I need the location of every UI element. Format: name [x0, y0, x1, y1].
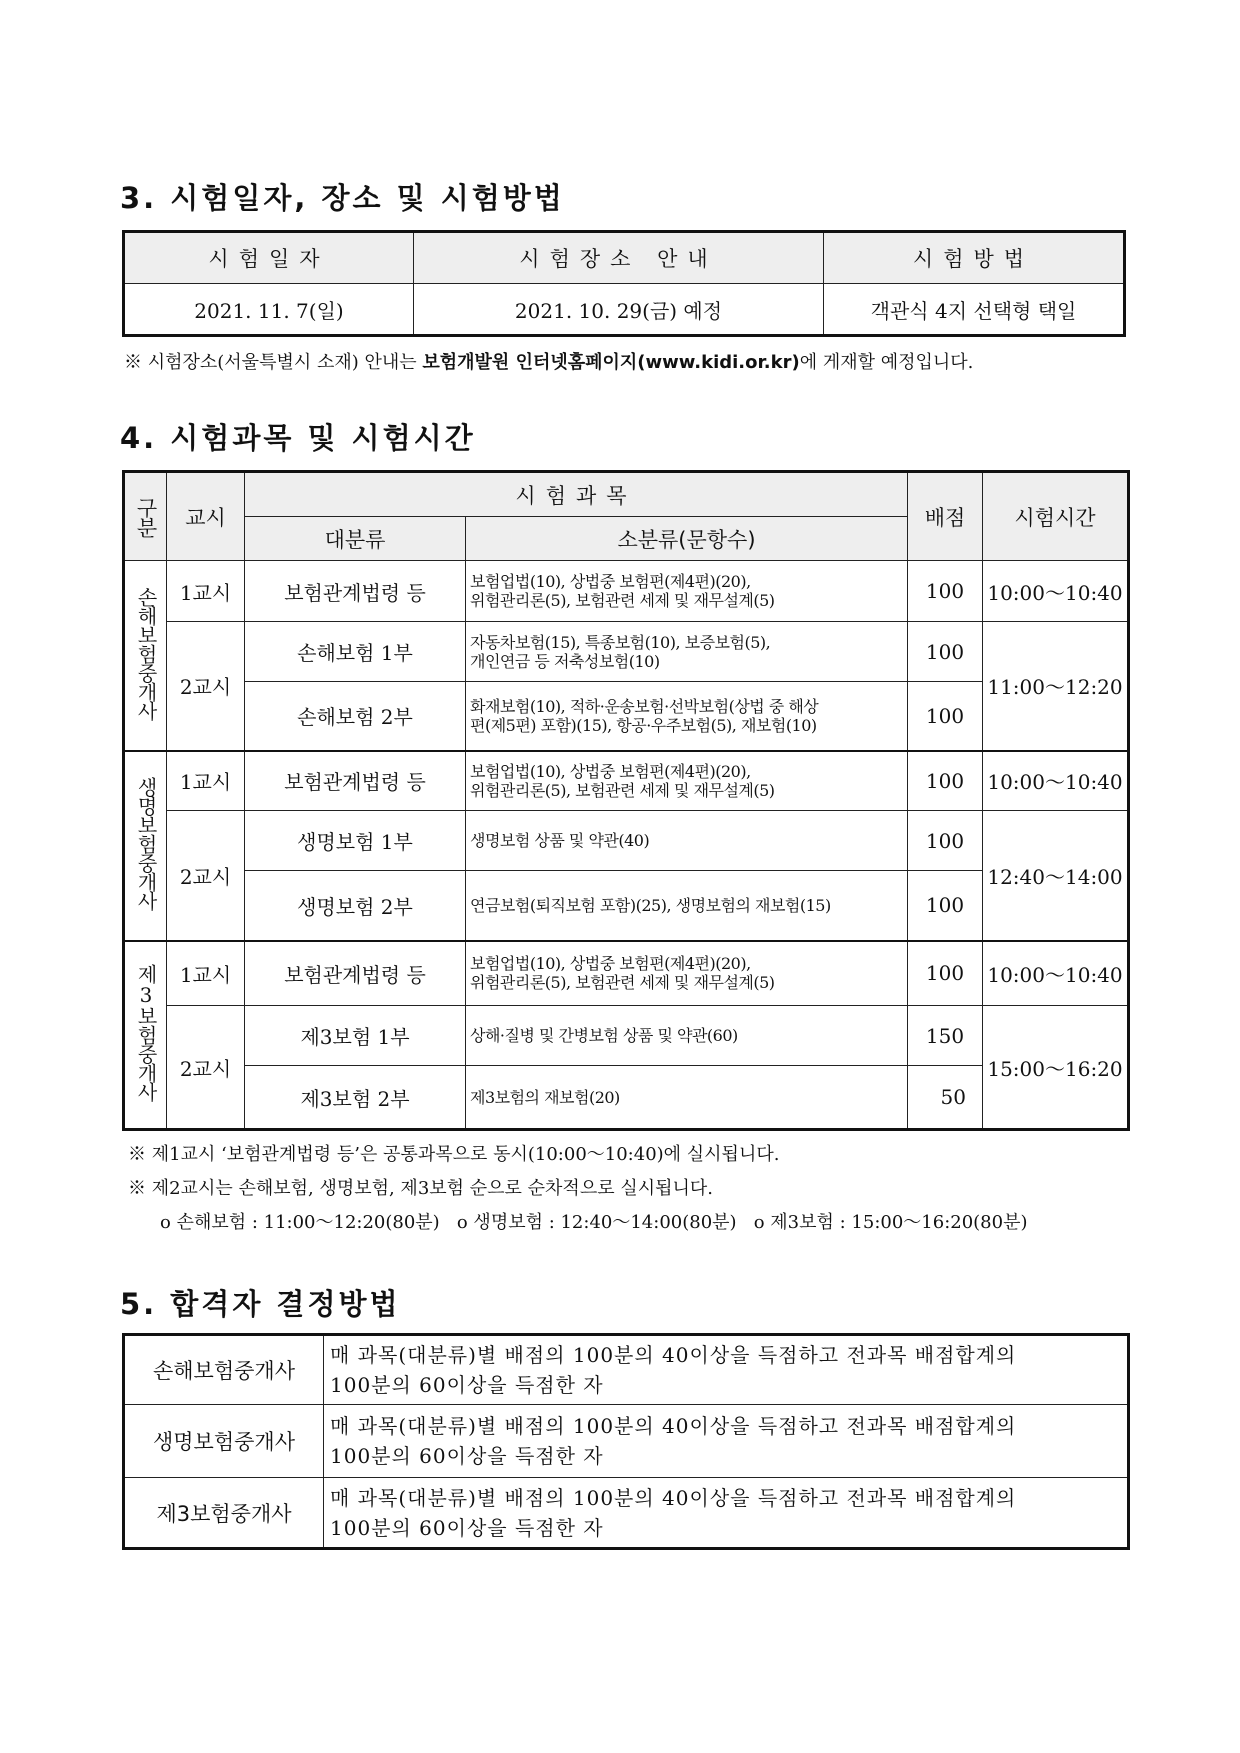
criteria-line: 100분의 60이상을 득점한 자 [330, 1444, 604, 1468]
exam-date-table [122, 230, 1126, 337]
time-cell: 12:40～14:00 [983, 811, 1129, 941]
header-minor: 소분류(문항수) [466, 517, 908, 561]
score-cell: 100 [908, 751, 983, 811]
criteria-label: 생명보험중개사 [124, 1405, 324, 1478]
criteria-line: 100분의 60이상을 득점한 자 [330, 1373, 604, 1397]
minor-subjects [466, 561, 908, 622]
minor-subject-line: 보험업법(10), 상법중 보험편(제4편)(20), [470, 572, 751, 591]
criteria-line: 100분의 60이상을 득점한 자 [330, 1515, 604, 1540]
major-subject: 생명보험 2부 [245, 871, 466, 941]
period-cell: 2교시 [167, 811, 245, 941]
subject-row [124, 561, 1129, 622]
major-subject: 보험관계법령 등 [245, 941, 466, 1006]
score-cell: 100 [908, 622, 983, 682]
category-cell [124, 941, 167, 1130]
note-3: o 손해보험 : 11:00～12:20(80분) o 생명보험 : 12:40～14:00(80분) o 제3보험 : 15:00～16:20(80분) [160, 1212, 1028, 1233]
minor-subjects [466, 1066, 908, 1130]
category-name: 제3보험중개사 [134, 964, 158, 1102]
header-category: 구분 [124, 472, 167, 561]
exam-subjects-table [122, 470, 1130, 1131]
subject-row [124, 1006, 1129, 1066]
minor-subject-line: 자동차보험(15), 특종보험(10), 보증보험(5), [470, 632, 771, 652]
venue-note-suffix: 에 게재할 예정입니다. [799, 352, 974, 373]
website-link-text: 보험개발원 인터넷홈페이지(www.kidi.or.kr) [422, 352, 800, 373]
period-cell: 1교시 [167, 561, 245, 622]
subject-row [124, 811, 1129, 871]
period-cell: 2교시 [167, 1006, 245, 1130]
criteria-text [324, 1405, 1129, 1478]
venue-note [124, 348, 973, 374]
subject-row [124, 682, 1129, 751]
major-subject: 생명보험 1부 [245, 811, 466, 871]
minor-subject-line: 생명보험 상품 및 약관(40) [470, 831, 650, 850]
criteria-line: 매 과목(대분류)별 배점의 100분의 40이상을 득점하고 전과목 배점합계의 [330, 1485, 1017, 1510]
score-cell: 150 [908, 1006, 983, 1066]
exam-date: 2021. 11. 7(일) [124, 284, 414, 336]
category-cell [124, 561, 167, 751]
category-name: 손해보험중개사 [134, 586, 158, 720]
minor-subject-line: 위험관리론(5), 보험관련 세제 및 재무설계(5) [470, 780, 775, 800]
period-cell: 1교시 [167, 941, 245, 1006]
pass-criteria-table [122, 1333, 1130, 1550]
minor-subjects [466, 682, 908, 751]
header-subjects: 시험과목 [245, 472, 908, 517]
minor-subjects [466, 1006, 908, 1066]
major-subject: 보험관계법령 등 [245, 751, 466, 811]
note-2: ※ 제2교시는 손해보험, 생명보험, 제3보험 순으로 순차적으로 실시됩니다. [128, 1178, 713, 1199]
minor-subject-line: 연금보험(퇴직보험 포함)(25), 생명보험의 재보험(15) [470, 895, 831, 915]
time-cell: 11:00～12:20 [983, 622, 1129, 751]
subject-row [124, 941, 1129, 1006]
minor-subjects [466, 941, 908, 1006]
minor-subjects [466, 871, 908, 941]
score-cell: 50 [908, 1066, 983, 1130]
subject-row [124, 1066, 1129, 1130]
minor-subject-line: 위험관리론(5), 보험관련 세제 및 재무설계(5) [470, 591, 775, 610]
score-cell: 100 [908, 941, 983, 1006]
score-cell: 100 [908, 561, 983, 622]
subject-row [124, 751, 1129, 811]
minor-subject-line: 화재보험(10), 적하·운송보험·선박보험(상법 중 해상 [470, 696, 819, 716]
criteria-label: 제3보험중개사 [124, 1478, 324, 1549]
score-cell: 100 [908, 682, 983, 751]
minor-subject-line: 편(제5편) 포함)(15), 항공·우주보험(5), 재보험(10) [470, 715, 817, 735]
header-period: 교시 [167, 472, 245, 561]
score-cell: 100 [908, 811, 983, 871]
minor-subjects [466, 811, 908, 871]
section-3-title: 3. 시험일자, 장소 및 시험방법 [120, 181, 565, 215]
category-cell [124, 751, 167, 941]
subject-row [124, 622, 1129, 682]
time-cell: 10:00～10:40 [983, 941, 1129, 1006]
header-score: 배점 [908, 472, 983, 561]
major-subject: 손해보험 2부 [245, 682, 466, 751]
minor-subject-line: 제3보험의 재보험(20) [470, 1087, 620, 1107]
score-cell: 100 [908, 871, 983, 941]
minor-subject-line: 보험업법(10), 상법중 보험편(제4편)(20), [470, 761, 751, 781]
period-cell: 2교시 [167, 622, 245, 751]
criteria-line: 매 과목(대분류)별 배점의 100분의 40이상을 득점하고 전과목 배점합계의 [330, 1343, 1017, 1367]
major-subject: 제3보험 1부 [245, 1006, 466, 1066]
header-exam-venue: 시험장소 안내 [414, 232, 824, 284]
criteria-text [324, 1478, 1129, 1549]
category-name: 생명보험중개사 [134, 777, 158, 910]
criteria-label: 손해보험중개사 [124, 1335, 324, 1405]
section-5-title: 5. 합격자 결정방법 [120, 1287, 401, 1321]
criteria-text [324, 1335, 1129, 1405]
header-time: 시험시간 [983, 472, 1129, 561]
header-major: 대분류 [245, 517, 466, 561]
criteria-line: 매 과목(대분류)별 배점의 100분의 40이상을 득점하고 전과목 배점합계의 [330, 1414, 1017, 1438]
minor-subject-line: 상해·질병 및 간병보험 상품 및 약관(60) [470, 1026, 738, 1045]
note-1: ※ 제1교시 ‘보험관계법령 등’은 공통과목으로 동시(10:00～10:40)에 실시됩니다. [128, 1144, 780, 1165]
venue-note-prefix: ※ 시험장소(서울특별시 소재) 안내는 [124, 352, 423, 373]
time-cell: 10:00～10:40 [983, 561, 1129, 622]
subject-row [124, 871, 1129, 941]
major-subject: 보험관계법령 등 [245, 561, 466, 622]
header-exam-date: 시험일자 [124, 232, 414, 284]
minor-subject-line: 보험업법(10), 상법중 보험편(제4편)(20), [470, 954, 751, 974]
header-exam-method: 시험방법 [824, 232, 1125, 284]
minor-subject-line: 위험관리론(5), 보험관련 세제 및 재무설계(5) [470, 973, 775, 993]
minor-subject-line: 개인연금 등 저축성보험(10) [470, 651, 660, 671]
time-cell: 15:00～16:20 [983, 1006, 1129, 1130]
major-subject: 손해보험 1부 [245, 622, 466, 682]
time-cell: 10:00～10:40 [983, 751, 1129, 811]
minor-subjects [466, 622, 908, 682]
exam-venue: 2021. 10. 29(금) 예정 [414, 284, 824, 336]
period-cell: 1교시 [167, 751, 245, 811]
exam-method: 객관식 4지 선택형 택일 [824, 284, 1125, 336]
section-4-title: 4. 시험과목 및 시험시간 [120, 421, 476, 455]
major-subject: 제3보험 2부 [245, 1066, 466, 1130]
minor-subjects [466, 751, 908, 811]
